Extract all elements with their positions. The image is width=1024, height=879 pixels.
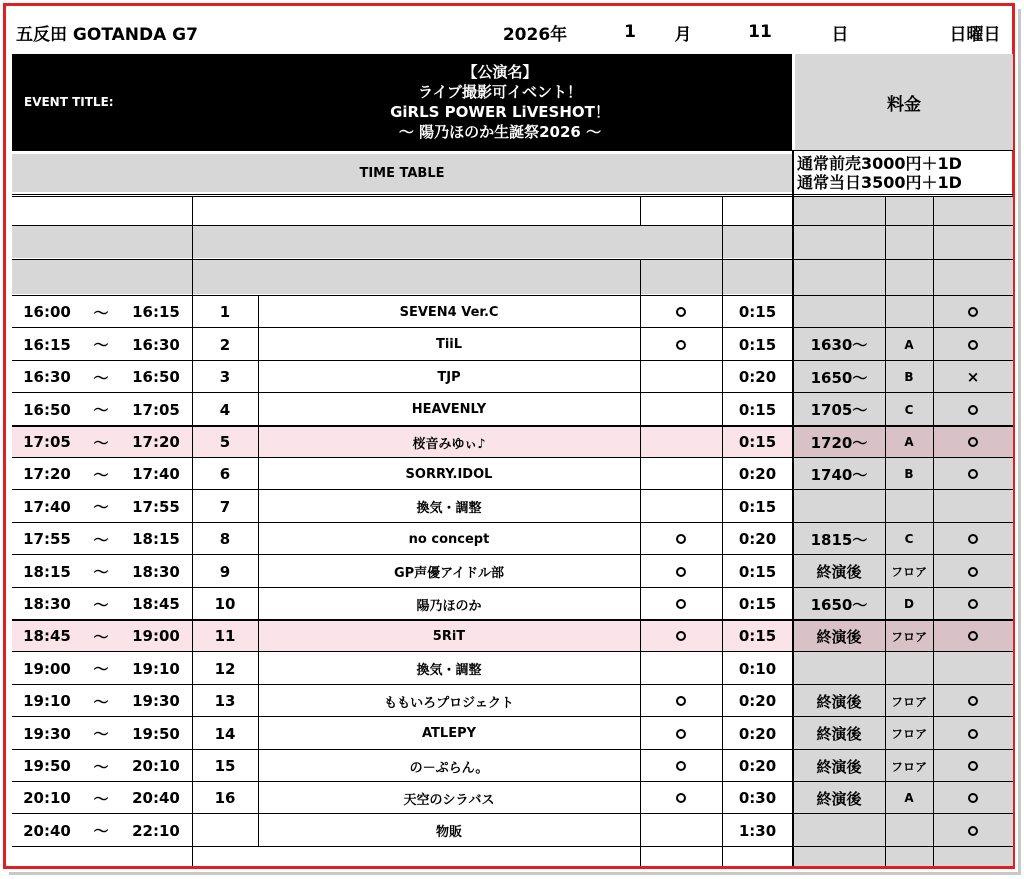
merch-time: 終演後	[816, 692, 862, 711]
photo-mark	[933, 555, 1013, 588]
row-divider	[12, 259, 1013, 260]
lap-duration: 0:30	[738, 789, 777, 807]
appear-mark	[640, 328, 722, 361]
performer-name: 天空のシラバス	[403, 792, 495, 808]
performer-name: ATLEPY	[421, 726, 477, 741]
performance-number: 9	[219, 562, 231, 581]
merch-place: フロア	[890, 727, 927, 741]
start-time: 16:30	[23, 368, 71, 386]
lap-duration: 0:20	[738, 724, 777, 743]
lap-duration: 0:20	[738, 465, 777, 483]
row-divider	[12, 846, 793, 847]
fee-label: 料金	[795, 54, 1013, 150]
time-separator: ～	[93, 498, 109, 516]
day-label: 日	[831, 24, 849, 45]
circle-mark-icon	[968, 729, 978, 739]
fee-advance: 通常前売3000円＋1D	[797, 154, 962, 173]
merch-place: B	[904, 370, 914, 384]
performer-name: SORRY.IDOL	[405, 466, 493, 482]
performance-number: 8	[219, 530, 231, 548]
column-divider	[933, 196, 934, 866]
merch-place	[885, 296, 933, 328]
time-separator: ～	[93, 822, 109, 840]
circle-mark-icon	[676, 340, 686, 350]
time-separator: ～	[93, 595, 109, 614]
performer-name: 5RiT	[432, 628, 466, 644]
appear-mark	[640, 750, 722, 782]
photo-mark: ×	[966, 368, 980, 386]
circle-mark-icon	[968, 761, 978, 771]
appear-mark	[640, 814, 722, 847]
start-time: 16:15	[23, 335, 71, 354]
time-separator: ～	[93, 368, 109, 387]
merch-time	[793, 296, 885, 328]
start-time: 19:30	[23, 724, 71, 743]
end-time: 18:30	[132, 562, 180, 581]
start-time: 18:45	[23, 627, 71, 645]
start-time-cell	[12, 260, 192, 294]
end-time: 20:10	[132, 757, 180, 775]
merch-place: フロア	[890, 694, 927, 709]
photo-header	[933, 260, 1013, 294]
merch-time: 1630～	[810, 336, 868, 354]
performance-number: 1	[219, 303, 231, 321]
performer-name: 物販	[435, 825, 462, 840]
performance-number: 7	[219, 497, 231, 516]
end-time: 16:50	[132, 368, 180, 386]
merch-time: 1650～	[810, 368, 868, 387]
end-time: 20:40	[132, 789, 180, 807]
start-time: 20:10	[23, 789, 71, 807]
row-divider	[12, 225, 1013, 226]
timetable-label: TIME TABLE	[12, 154, 792, 192]
performer-name: no concept	[408, 531, 490, 547]
appear-mark	[640, 717, 722, 750]
start-time: 19:00	[23, 659, 71, 678]
circle-mark-icon	[676, 567, 686, 577]
start-label-cell	[192, 260, 640, 294]
lap-duration: 0:20	[738, 368, 777, 386]
day-number: 11	[748, 22, 772, 42]
appear-mark	[640, 393, 722, 426]
performance-number: 16	[214, 789, 236, 807]
start-time: 16:00	[23, 303, 71, 321]
performer-name: TJP	[437, 369, 461, 385]
time-separator: ～	[93, 401, 109, 419]
event-title-text	[200, 58, 800, 146]
performance-number: 6	[219, 465, 231, 483]
performer-name: ももいろプロジェクト	[384, 695, 514, 711]
circle-mark-icon	[968, 826, 978, 836]
end-time: 19:10	[132, 659, 180, 678]
performer-name: GP声優アイドル部	[393, 566, 505, 581]
performance-number: 4	[219, 400, 231, 419]
merch-place: フロア	[890, 565, 927, 579]
time-separator: ～	[93, 660, 109, 678]
performer-name: HEAVENLY	[411, 402, 487, 417]
merch-time: 1650～	[810, 595, 868, 614]
performance-number: 5	[219, 433, 231, 451]
photo-mark	[933, 426, 1013, 458]
photo-mark	[933, 782, 1013, 814]
performer-name: 換気・調整	[416, 663, 482, 678]
column-divider	[192, 196, 193, 866]
time-separator: ～	[93, 789, 109, 808]
event-title-line: 【公演名】	[462, 63, 538, 81]
performer-name: 陽乃ほのか	[416, 598, 482, 614]
appear-mark	[640, 426, 722, 458]
performance-number: 3	[219, 368, 231, 386]
photo-mark	[933, 620, 1013, 652]
start-time: 18:30	[23, 595, 71, 613]
lap-duration: 0:10	[738, 659, 777, 678]
appear-mark	[640, 361, 722, 393]
appear-mark	[640, 782, 722, 814]
performance-number: 14	[214, 724, 236, 743]
performer-name: 換気・調整	[416, 501, 482, 516]
merch-place	[885, 652, 933, 685]
event-title-line: ライブ撮影可イベント！	[417, 83, 583, 101]
circle-mark-icon	[676, 631, 686, 641]
row-divider	[12, 196, 1013, 197]
end-time: 16:30	[132, 335, 180, 354]
month-number: 1	[624, 22, 636, 42]
merch-place: D	[904, 597, 914, 611]
start-time: 17:05	[23, 433, 71, 451]
event-title-label: EVENT TITLE:	[24, 54, 124, 150]
photo-mark	[933, 588, 1013, 620]
time-separator: ～	[93, 530, 109, 549]
merch-place: C	[904, 532, 914, 546]
event-title-line: ～ 陽乃ほのか生誕祭2026 ～	[398, 123, 602, 141]
lap-duration: 0:15	[738, 433, 777, 451]
circle-mark-icon	[676, 696, 686, 706]
appear-mark	[640, 523, 722, 555]
merch-time: 1815～	[810, 530, 868, 549]
year: 2026年	[502, 24, 568, 45]
time-separator: ～	[93, 627, 109, 646]
appear-mark	[640, 458, 722, 490]
start-time: 19:10	[23, 692, 71, 710]
circle-mark-icon	[676, 793, 686, 803]
photo-mark	[933, 458, 1013, 490]
time-separator: ～	[93, 725, 109, 743]
photo-mark	[933, 717, 1013, 750]
circle-mark-icon	[968, 696, 978, 706]
lap-duration: 1:30	[738, 821, 777, 840]
photo-mark	[933, 523, 1013, 555]
time-separator: ～	[93, 433, 109, 452]
photo-mark	[933, 652, 1013, 685]
photo-mark	[933, 393, 1013, 426]
weekday: 日曜日	[949, 24, 1001, 45]
circle-mark-icon	[676, 729, 686, 739]
circle-mark-icon	[676, 599, 686, 609]
end-time: 19:00	[132, 627, 180, 645]
end-time: 17:05	[132, 400, 180, 419]
merch-place: フロア	[890, 759, 927, 774]
appear-mark	[640, 620, 722, 652]
photo-mark	[933, 490, 1013, 523]
performance-number: 2	[219, 335, 231, 354]
start-time: 16:50	[23, 400, 71, 419]
merch-place: A	[904, 337, 914, 352]
time-separator: ～	[93, 336, 109, 354]
merch-place: A	[904, 435, 914, 449]
merch-time	[793, 814, 885, 847]
column-divider	[792, 150, 794, 866]
circle-mark-icon	[968, 631, 978, 641]
performance-number	[192, 814, 258, 847]
start-time: 20:40	[23, 821, 71, 840]
lap-duration: 0:15	[738, 400, 777, 419]
performer-name: の－ぷらん。	[409, 760, 489, 776]
end-time: 19:30	[132, 692, 180, 710]
lap-duration: 0:20	[738, 692, 777, 710]
merch-time: 終演後	[816, 563, 862, 581]
column-divider	[258, 296, 259, 847]
end-time: 18:45	[132, 595, 180, 613]
time-separator: ～	[93, 303, 109, 322]
column-divider	[885, 196, 886, 866]
performance-number: 15	[214, 757, 236, 775]
end-time: 17:55	[132, 497, 180, 516]
circle-mark-icon	[968, 405, 978, 415]
row-divider	[12, 194, 1013, 195]
time-separator: ～	[93, 465, 109, 484]
appear-mark	[640, 555, 722, 588]
merch-time-header	[793, 260, 885, 294]
performance-number: 11	[214, 627, 236, 645]
lap-duration: 0:15	[738, 627, 777, 645]
merch-time: 1705～	[810, 401, 868, 419]
photo-mark	[933, 685, 1013, 717]
column-divider	[640, 196, 641, 226]
appear-mark	[640, 685, 722, 717]
end-time: 22:10	[132, 821, 180, 840]
fee-door: 通常当日3500円＋1D	[797, 173, 962, 192]
start-time: 18:15	[23, 562, 71, 581]
start-time: 17:20	[23, 465, 71, 483]
circle-mark-icon	[968, 469, 978, 479]
open-label-cell	[192, 226, 793, 258]
merch-place	[885, 490, 933, 523]
performance-number: 12	[214, 659, 236, 678]
appear-mark	[640, 652, 722, 685]
start-time: 17:55	[23, 530, 71, 548]
circle-mark-icon	[968, 793, 978, 803]
open-time-cell	[12, 226, 192, 258]
performer-name: 桜音みゆぃ♪	[412, 436, 486, 452]
place-header	[885, 260, 933, 294]
lap-duration: 0:15	[738, 303, 777, 321]
circle-mark-icon	[968, 599, 978, 609]
end-time: 16:15	[132, 303, 180, 321]
lap-duration: 0:15	[738, 497, 777, 516]
circle-mark-icon	[968, 567, 978, 577]
performance-number: 13	[214, 692, 236, 710]
time-separator: ～	[93, 563, 109, 581]
event-title-line: GiRLS POWER LiVESHOT！	[390, 103, 610, 121]
row-divider	[12, 150, 1013, 151]
merch-place: B	[904, 467, 914, 481]
photo-mark	[933, 328, 1013, 361]
merch-place: A	[904, 791, 914, 805]
merch-time	[793, 490, 885, 523]
time-separator: ～	[93, 757, 109, 776]
lap-duration: 0:20	[738, 757, 777, 775]
merch-place: フロア	[890, 629, 927, 644]
lap-duration: 0:15	[738, 562, 777, 581]
merch-place: C	[904, 402, 914, 417]
merch-time: 1720～	[810, 433, 868, 452]
appear-header	[640, 260, 722, 294]
circle-mark-icon	[676, 534, 686, 544]
end-time: 17:40	[132, 465, 180, 483]
circle-mark-icon	[968, 534, 978, 544]
photo-mark	[933, 750, 1013, 782]
merch-time: 終演後	[816, 725, 862, 743]
merch-time: 終演後	[816, 789, 862, 808]
merch-time: 終演後	[816, 757, 862, 776]
month-label: 月	[674, 24, 692, 45]
photo-mark	[933, 814, 1013, 847]
time-separator: ～	[93, 692, 109, 711]
performance-number: 10	[214, 595, 236, 613]
photo-mark	[933, 296, 1013, 328]
circle-mark-icon	[676, 307, 686, 317]
start-time: 19:50	[23, 757, 71, 775]
merch-time	[793, 652, 885, 685]
circle-mark-icon	[676, 761, 686, 771]
merch-place	[885, 814, 933, 847]
fee-details	[797, 154, 1013, 194]
appear-mark	[640, 588, 722, 620]
venue-name: 五反田 GOTANDA G7	[16, 24, 198, 45]
row-divider	[12, 295, 1013, 296]
appear-mark	[640, 296, 722, 328]
lap-duration: 0:15	[738, 595, 777, 613]
performer-name: SEVEN4 Ver.C	[399, 304, 499, 320]
merch-time: 終演後	[816, 627, 862, 646]
merch-time: 1740～	[810, 465, 868, 484]
end-time: 19:50	[132, 724, 180, 743]
column-divider	[722, 196, 723, 866]
lap-duration: 0:20	[738, 530, 777, 548]
lap-header	[722, 260, 793, 294]
column-divider	[640, 260, 641, 866]
end-time: 17:20	[132, 433, 180, 451]
lap-duration: 0:15	[738, 335, 777, 354]
circle-mark-icon	[968, 437, 978, 447]
circle-mark-icon	[968, 307, 978, 317]
start-time: 17:40	[23, 497, 71, 516]
circle-mark-icon	[968, 340, 978, 350]
performer-name: TiiL	[435, 337, 463, 352]
appear-mark	[640, 490, 722, 523]
end-time: 18:15	[132, 530, 180, 548]
